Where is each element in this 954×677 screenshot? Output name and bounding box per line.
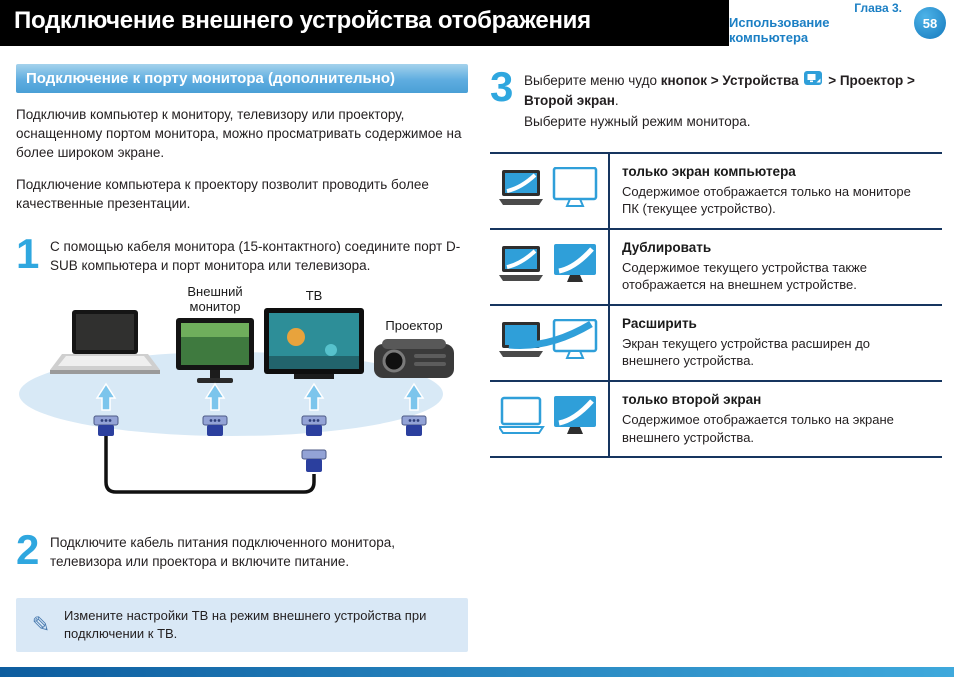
display-mode-pc-only-icon: [490, 154, 610, 228]
label-external-monitor-2: монитор: [189, 299, 241, 315]
pencil-note-icon: ✎: [31, 612, 51, 638]
laptop-illustration: [50, 310, 160, 374]
step-3-line2: Выберите нужный режим монитора.: [524, 113, 751, 129]
connection-diagram: [16, 282, 468, 519]
left-column: [16, 64, 468, 652]
display-mode-duplicate-icon: [490, 230, 610, 304]
step-2-text: Подключите кабель питания подключенного монитора, телевизора или проектора и включите питание.: [50, 535, 395, 570]
mode-text-cell: [610, 154, 942, 228]
mode-text-cell: [610, 306, 942, 380]
step-3-seg-bold2: > Проектор > Второй экран: [524, 73, 915, 109]
note-box: [16, 598, 468, 652]
monitor-cable: [106, 436, 314, 492]
tv-illustration: [264, 308, 364, 379]
table-row: [490, 228, 942, 304]
mode-title: только второй экран: [622, 392, 762, 408]
page-title: Подключение внешнего устройства отображения: [14, 7, 591, 34]
step-2: [16, 526, 468, 574]
step-3-period: .: [614, 93, 619, 109]
display-mode-second-only-icon: [490, 382, 610, 456]
step-3-seg-bold1: кнопок > Устройства: [660, 73, 799, 88]
display-mode-extend-icon: [490, 306, 610, 380]
intro-paragraph-2: Подключение компьютера к проектору позволит проводить более качественные презентации.: [16, 176, 429, 211]
mode-title: Расширить: [622, 315, 697, 331]
step-2-number: 2: [16, 526, 40, 574]
page-number-badge: 58: [914, 7, 946, 39]
note-text: Измените настройки ТВ на режим внешнего устройства при подключении к ТВ.: [64, 608, 427, 642]
mode-desc: Экран текущего устройства расширен до внешнего устройства.: [622, 335, 871, 369]
mode-text-cell: [610, 230, 942, 304]
mode-title: Дублировать: [622, 239, 712, 255]
projector-illustration: [374, 339, 454, 378]
step-1: [16, 230, 468, 278]
right-column: [490, 64, 942, 458]
step-1-number: 1: [16, 230, 40, 278]
footer-accent-bar: [0, 667, 954, 677]
cable-end-plug: [302, 450, 326, 472]
devices-charm-icon: [804, 71, 822, 87]
table-row: [490, 380, 942, 458]
table-row: [490, 152, 942, 228]
step-3: [490, 63, 942, 132]
intro-paragraph-1: Подключив компьютер к монитору, телевизору или проектору, оснащенному портом монитора, можно просматривать содержимое на более широком экране.: [16, 107, 462, 160]
mode-text-cell: [610, 382, 942, 456]
table-row: [490, 304, 942, 380]
label-projector: Проектор: [385, 318, 443, 334]
page-header: [0, 0, 954, 46]
step-3-seg-normal: Выберите меню чудо: [524, 73, 661, 88]
step-1-text: С помощью кабеля монитора (15-контактного) соедините порт D-SUB компьютера и порт монитора или телевизора.: [50, 239, 461, 274]
chapter-subtitle: Использование компьютера: [729, 15, 830, 45]
mode-title: только экран компьютера: [622, 163, 796, 179]
step-3-text: [524, 68, 942, 132]
connection-diagram-illustration: [16, 282, 468, 514]
mode-desc: Содержимое отображается только на мониторе ПК (текущее устройство).: [622, 183, 911, 217]
chapter-label: Глава 3.: [854, 1, 902, 15]
label-external-monitor-1: Внешний: [187, 284, 243, 300]
display-modes-table: [490, 152, 942, 458]
section-heading: Подключение к порту монитора (дополнительно): [16, 64, 468, 93]
label-tv: ТВ: [305, 288, 323, 304]
mode-desc: Содержимое текущего устройства также отображается на внешнем устройстве.: [622, 259, 868, 293]
step-3-number: 3: [490, 63, 514, 110]
mode-desc: Содержимое отображается только на экране внешнего устройства.: [622, 412, 894, 445]
